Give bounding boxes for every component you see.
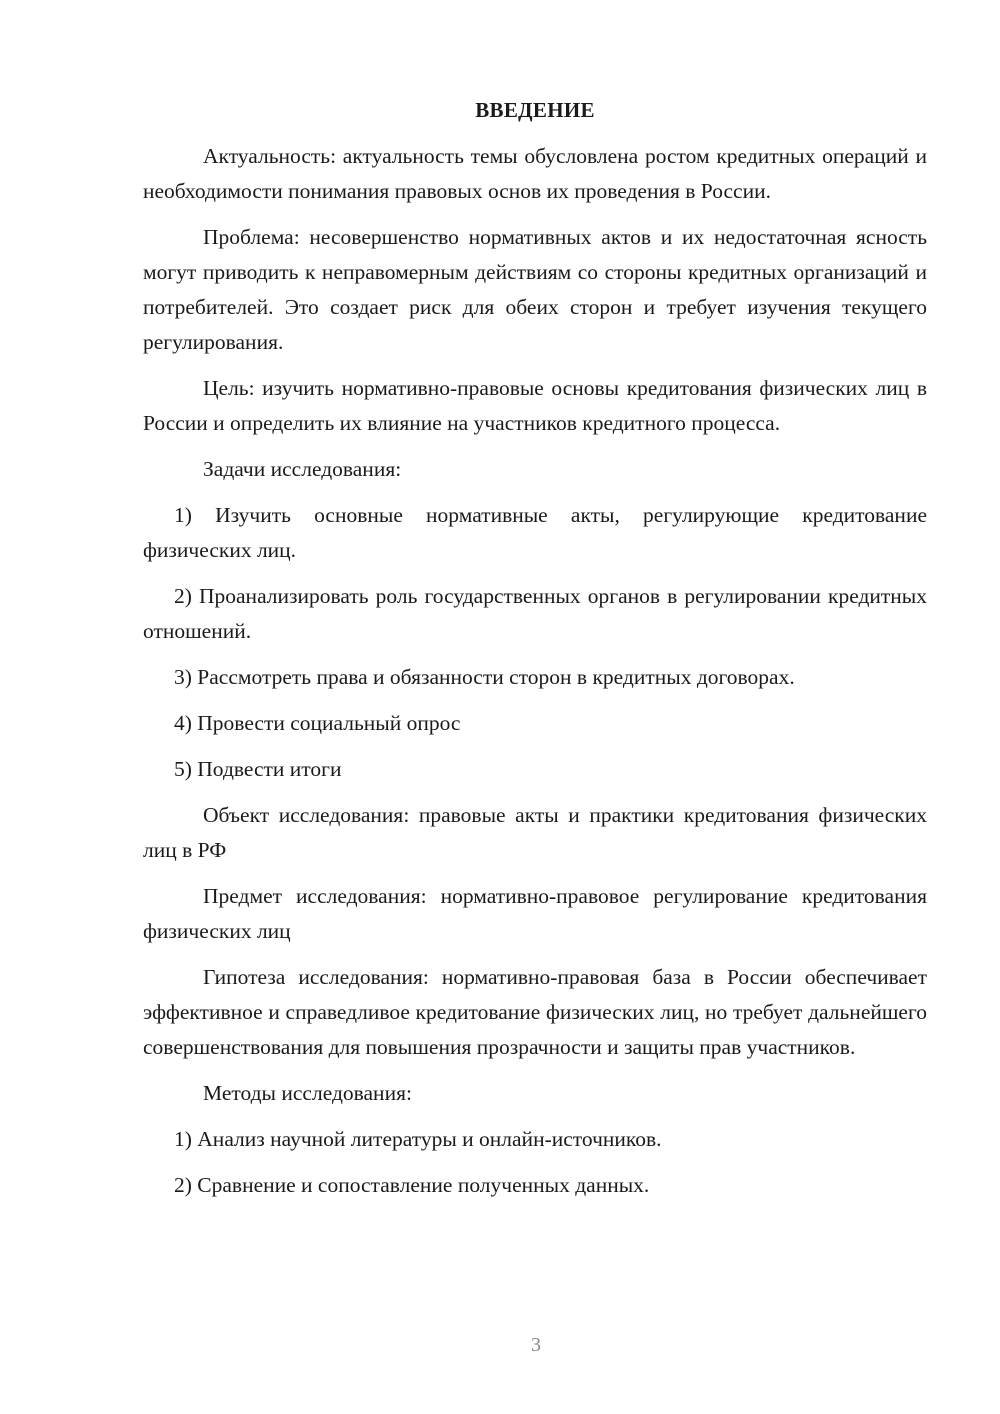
problem-paragraph: Проблема: несовершенство нормативных актов и их недостаточная ясность могут приводить к неправомерным действиям со стороны кредитных организаций и потребителей. Это создает риск для обеих сторон и требует изучения текущего регулирования. (143, 225, 927, 354)
task-item-1: 1) Изучить основные нормативные акты, регулирующие кредитование физических лиц. (143, 503, 927, 562)
task-item-2: 2) Проанализировать роль государственных органов в регулировании кредитных отношений. (143, 584, 927, 643)
page-number: 3 (531, 1334, 541, 1356)
goal-paragraph: Цель: изучить нормативно-правовые основы кредитования физических лиц в России и определить их влияние на участников кредитного процесса. (143, 376, 927, 435)
task-item-5: 5) Подвести итоги (174, 757, 342, 781)
tasks-heading: Задачи исследования: (203, 457, 402, 481)
page-content (143, 92, 927, 1203)
hypothesis-paragraph: Гипотеза исследования: нормативно-правовая база в России обеспечивает эффективное и справедливое кредитование физических лиц, но требует дальнейшего совершенствования для повышения прозрачности и защиты прав участников. (143, 965, 927, 1059)
task-item-3: 3) Рассмотреть права и обязанности сторон в кредитных договорах. (174, 665, 795, 689)
method-item-1: 1) Анализ научной литературы и онлайн-источников. (174, 1127, 662, 1151)
relevance-paragraph: Актуальность: актуальность темы обусловлена ростом кредитных операций и необходимости понимания правовых основ их проведения в России. (143, 144, 927, 203)
method-item-2: 2) Сравнение и сопоставление полученных данных. (174, 1173, 650, 1197)
section-title: ВВЕДЕНИЕ (475, 98, 595, 122)
methods-heading: Методы исследования: (203, 1081, 412, 1105)
object-paragraph: Объект исследования: правовые акты и практики кредитования физических лиц в РФ (143, 803, 927, 862)
task-item-4: 4) Провести социальный опрос (174, 711, 461, 735)
subject-paragraph: Предмет исследования: нормативно-правовое регулирование кредитования физических лиц (143, 884, 927, 943)
